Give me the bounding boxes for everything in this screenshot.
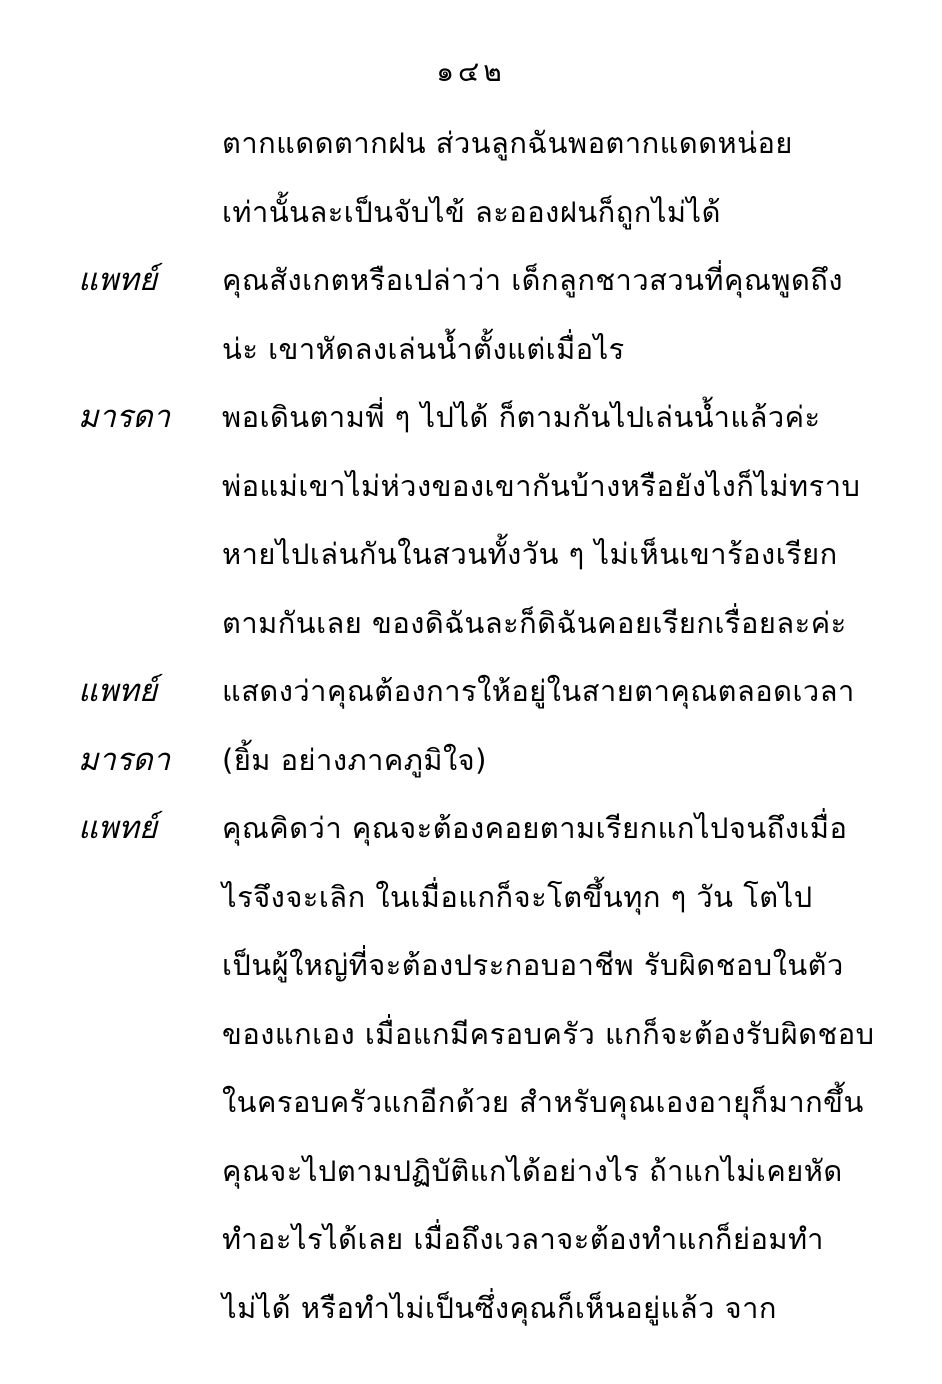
dialogue-text: เท่านั้นละเป็นจับไข้ ละอองฝนก็ถูกไม่ได้ bbox=[222, 194, 721, 229]
dialogue-line bbox=[0, 1074, 942, 1143]
dialogue-text: น่ะ เขาหัดลงเล่นน้ำตั้งแต่เมื่อไร bbox=[222, 331, 625, 366]
page-number: ๑๔๒ bbox=[436, 55, 506, 88]
speaker-label: แพทย์ bbox=[78, 673, 158, 709]
dialogue-line bbox=[0, 458, 942, 527]
dialogue-text: คุณคิดว่า คุณจะต้องคอยตามเรียกแกไปจนถึงเมื่อ bbox=[222, 811, 848, 845]
dialogue-line bbox=[0, 1143, 942, 1212]
dialogue-text: ของแกเอง เมื่อแกมีครอบครัว แกก็จะต้องรับผิดชอบ bbox=[222, 1016, 875, 1051]
dialogue-line bbox=[0, 732, 942, 801]
dialogue-text: พอเดินตามพี่ ๆ ไปได้ ก็ตามกันไปเล่นน้ำแล้วค่ะ bbox=[222, 400, 821, 434]
dialogue-line bbox=[0, 937, 942, 1006]
dialogue-text: พ่อแม่เขาไม่ห่วงของเขากันบ้างหรือยังไงก็ไม่ทราบ bbox=[222, 468, 861, 503]
dialogue-line bbox=[0, 526, 942, 595]
dialogue-line bbox=[0, 1280, 942, 1349]
dialogue-line bbox=[0, 115, 942, 184]
dialogue-text: ในครอบครัวแกอีกด้วย สำหรับคุณเองอายุก็มากขึ้น bbox=[222, 1085, 864, 1119]
speaker-label: แพทย์ bbox=[78, 810, 158, 846]
dialogue-text: ไรจึงจะเลิก ในเมื่อแกก็จะโตขึ้นทุก ๆ วัน โตไป bbox=[222, 879, 813, 914]
dialogue-line bbox=[0, 1006, 942, 1075]
dialogue-text: ไม่ได้ หรือทำไม่เป็นซึ่งคุณก็เห็นอยู่แล้ว จาก bbox=[222, 1290, 777, 1325]
dialogue-line bbox=[0, 1211, 942, 1280]
speaker-label: แพทย์ bbox=[78, 262, 158, 298]
dialogue-line bbox=[0, 663, 942, 732]
dialogue-line bbox=[0, 184, 942, 253]
dialogue-line bbox=[0, 252, 942, 321]
dialogue-text: หายไปเล่นกันในสวนทั้งวัน ๆ ไม่เห็นเขาร้องเรียก bbox=[222, 537, 838, 571]
dialogue-text: ทำอะไรได้เลย เมื่อถึงเวลาจะต้องทำแกก็ย่อมทำ bbox=[222, 1222, 824, 1256]
dialogue-text: แสดงว่าคุณต้องการให้อยู่ในสายตาคุณตลอดเวลา bbox=[222, 674, 855, 708]
dialogue-text: ตากแดดตากฝน ส่วนลูกฉันพอตากแดดหน่อย bbox=[222, 126, 793, 160]
dialogue-line bbox=[0, 869, 942, 938]
dialogue-text: คุณสังเกตหรือเปล่าว่า เด็กลูกชาวสวนที่คุณพูดถึง bbox=[222, 263, 844, 297]
dialogue-line bbox=[0, 389, 942, 458]
speaker-label: มารดา bbox=[78, 399, 171, 435]
dialogue-script bbox=[0, 115, 942, 1348]
dialogue-text: (ยิ้ม อย่างภาคภูมิใจ) bbox=[222, 742, 487, 777]
dialogue-text: เป็นผู้ใหญ่ที่จะต้องประกอบอาชีพ รับผิดชอบในตัว bbox=[222, 948, 844, 982]
dialogue-line bbox=[0, 800, 942, 869]
dialogue-line bbox=[0, 321, 942, 390]
dialogue-line bbox=[0, 595, 942, 664]
dialogue-text: คุณจะไปตามปฏิบัติแกได้อย่างไร ถ้าแกไม่เคยหัด bbox=[222, 1153, 843, 1188]
dialogue-text: ตามกันเลย ของดิฉันละก็ดิฉันคอยเรียกเรื่อยละค่ะ bbox=[222, 605, 847, 640]
speaker-label: มารดา bbox=[78, 741, 171, 778]
